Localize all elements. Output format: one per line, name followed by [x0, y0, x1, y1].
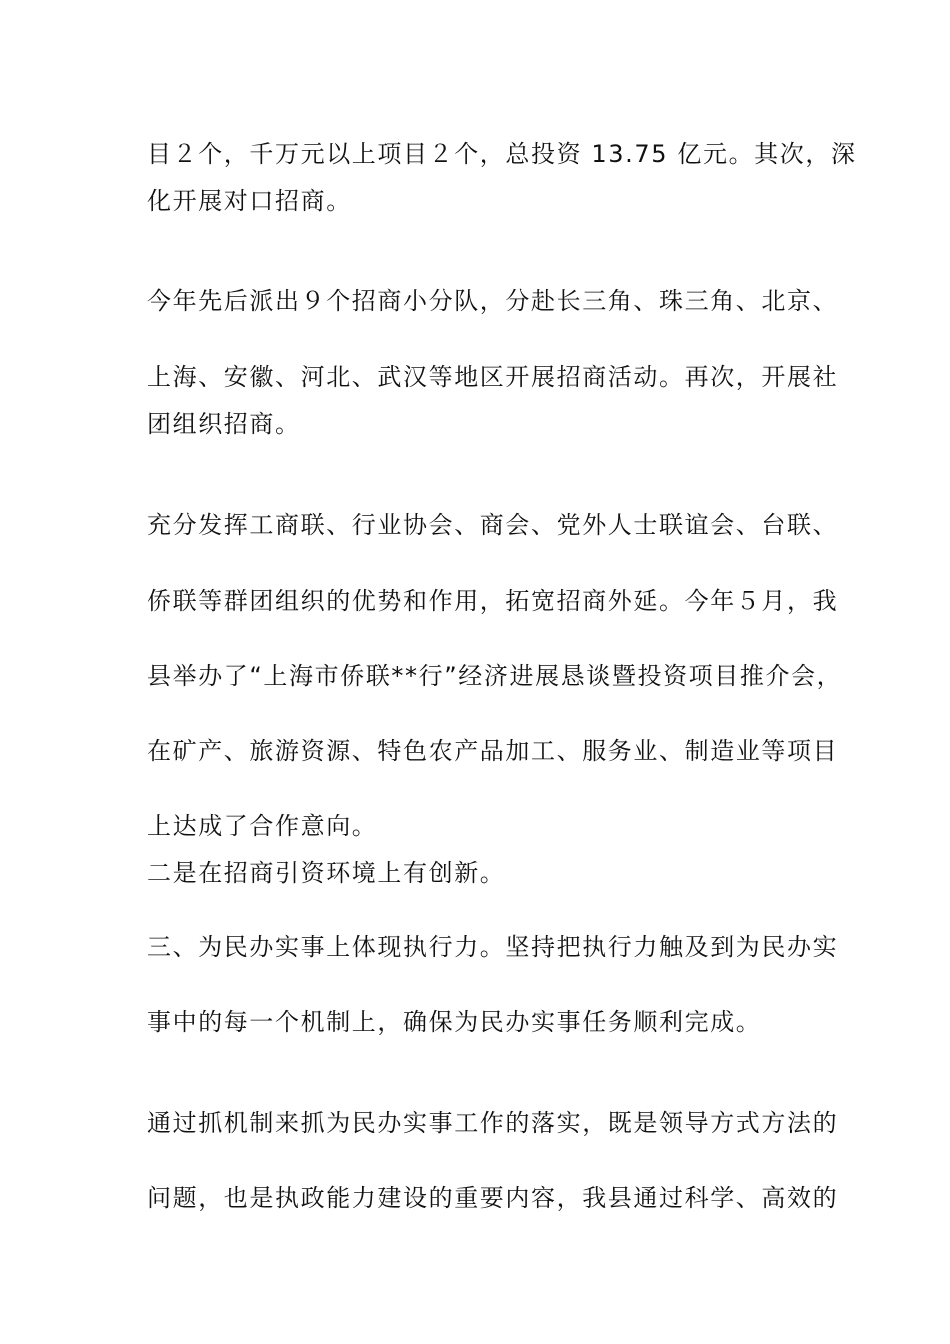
text-line-2: 化开展对口招商。	[147, 187, 352, 215]
text-line-12: 三、为民办实事上体现执行力。坚持把执行力触及到为民办实	[147, 933, 839, 961]
text-line-3: 今年先后派出９个招商小分队，分赴长三角、珠三角、北京、	[147, 287, 839, 315]
text-line-8: 县举办了“上海市侨联**行”经济进展恳谈暨投资项目推介会，	[147, 662, 843, 690]
text-line-9: 在矿产、旅游资源、特色农产品加工、服务业、制造业等项目	[147, 737, 839, 765]
text-line-11: 二是在招商引资环境上有创新。	[147, 859, 506, 887]
text-line-7: 侨联等群团组织的优势和作用，拓宽招商外延。今年５月，我	[147, 587, 839, 615]
text-line-6: 充分发挥工商联、行业协会、商会、党外人士联谊会、台联、	[147, 511, 839, 539]
text-line-13: 事中的每一个机制上，确保为民办实事任务顺利完成。	[147, 1008, 762, 1036]
text-line-4: 上海、安徽、河北、武汉等地区开展招商活动。再次，开展社	[147, 363, 839, 391]
text-line-1: 目２个，千万元以上项目２个，总投资 13.75 亿元。其次，深	[147, 140, 857, 168]
text-line-14: 通过抓机制来抓为民办实事工作的落实，既是领导方式方法的	[147, 1109, 839, 1137]
text-line-5: 团组织招商。	[147, 410, 301, 438]
text-line-15: 问题，也是执政能力建设的重要内容，我县通过科学、高效的	[147, 1184, 839, 1212]
text-line-10: 上达成了合作意向。	[147, 812, 378, 840]
